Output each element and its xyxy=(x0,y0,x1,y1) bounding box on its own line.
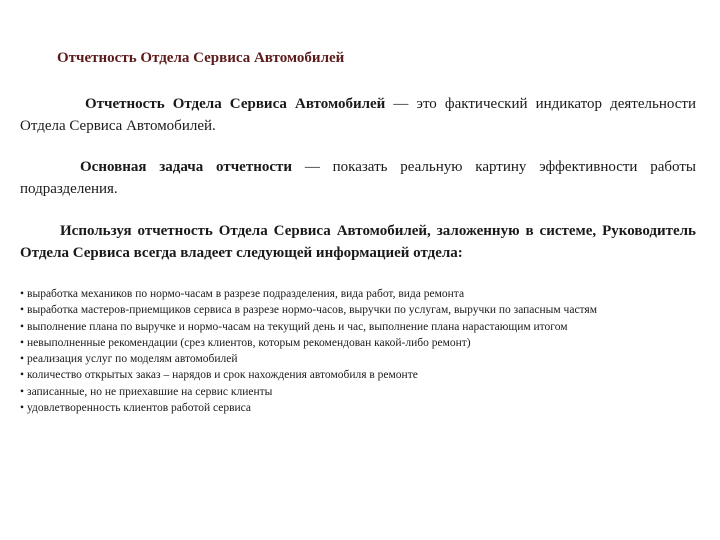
list-item: • количество открытых заказ – нарядов и срок нахождения автомобиля в ремонте xyxy=(20,369,418,382)
paragraph-info-intro: Используя отчетность Отдела Сервиса Автомобилей, заложенную в системе, Руководитель Отдела Сервиса всегда владеет следующей информацией отдела: xyxy=(20,223,696,261)
paragraph-definition xyxy=(20,93,696,137)
list-item: • реализация услуг по моделям автомобилей xyxy=(20,353,238,366)
paragraph-main-task-lead: Основная задача отчетности xyxy=(80,159,293,175)
list-item: • выполнение плана по выручке и нормо-часам на текущий день и час, выполнение плана нарастающим итогом xyxy=(20,320,568,333)
bullet-icon: • xyxy=(20,320,25,333)
paragraph-main-task-text: — показать реальную картину эффективности работы подразделения. xyxy=(20,159,696,197)
info-list xyxy=(20,286,696,416)
bullet-icon: • xyxy=(20,336,25,349)
bullet-icon: • xyxy=(20,369,25,382)
bullet-icon: • xyxy=(20,288,25,300)
paragraph-main-task xyxy=(20,156,696,200)
list-item: • невыполненные рекомендации (срез клиентов, которым рекомендован какой-либо ремонт) xyxy=(20,336,471,349)
list-item: • выработка механиков по нормо-часам в разрезе подразделения, вида работ, вида ремонта xyxy=(20,288,465,300)
list-item: • записанные, но не приехавшие на сервис клиенты xyxy=(20,385,273,398)
slide-title: Отчетность Отдела Сервиса Автомобилей xyxy=(57,50,345,66)
bullet-icon: • xyxy=(20,353,25,366)
paragraph-definition-text: — это фактический индикатор деятельности Отдела Сервиса Автомобилей. xyxy=(20,96,696,134)
list-item: • удовлетворенность клиентов работой сервиса xyxy=(20,402,252,415)
paragraph-definition-lead: Отчетность Отдела Сервиса Автомобилей xyxy=(85,96,386,112)
bullet-icon: • xyxy=(20,304,25,317)
list-item: • выработка мастеров-приемщиков сервиса в разрезе нормо-часов, выручки по услугам, выручки по запасным частям xyxy=(20,304,597,317)
bullet-icon: • xyxy=(20,385,25,398)
bullet-icon: • xyxy=(20,402,25,415)
